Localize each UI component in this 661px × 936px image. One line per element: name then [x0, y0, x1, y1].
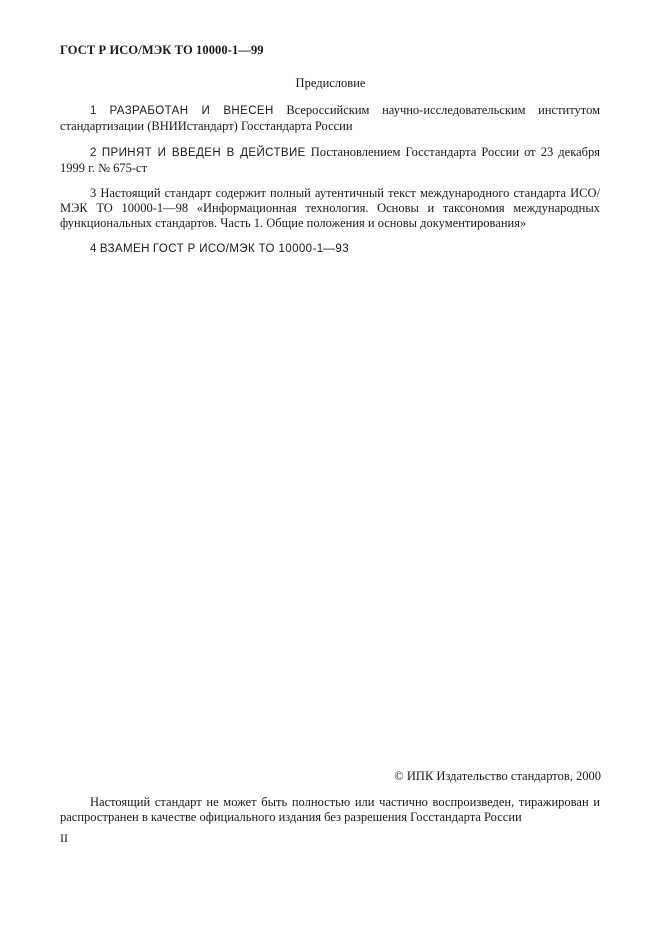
preface-item-number: 4 [90, 243, 97, 255]
preface-item-caption: РАЗРАБОТАН И ВНЕСЕН [109, 105, 274, 117]
copyright-line: © ИПК Издательство стандартов, 2000 [394, 769, 601, 783]
preface-item-2 [60, 145, 600, 176]
reproduction-notice: Настоящий стандарт не может быть полностью или частично воспроизведен, тиражирован и распространен в качестве официального издания без разрешения Госстандарта России [60, 795, 600, 824]
preface-item-number: 3 [90, 186, 97, 200]
preface-item-3 [60, 186, 600, 231]
preface-item-text: Всероссийским научно-исследовательским институтом стандартизации (ВНИИстандарт) Госстандарта России [60, 103, 601, 133]
preface-title: Предисловие [295, 76, 366, 90]
preface-item-text: Постановлением Госстандарта России от 23 декабря 1999 г. № 675-ст [60, 145, 600, 175]
preface-item-text: Настоящий стандарт содержит полный аутентичный текст международного стандарта ИСО/МЭК ТО 10000-1—98 «Информационная технология. Основы и таксономия международных функциональных стандартов. Часть 1. Общие положения и основы документирования» [60, 186, 601, 230]
preface-item-caption: ПРИНЯТ И ВВЕДЕН В ДЕЙСТВИЕ [101, 147, 306, 159]
preface-item-text: ГОСТ Р ИСО/МЭК ТО 10000-1—93 [152, 243, 349, 255]
document-code-header: ГОСТ Р ИСО/МЭК ТО 10000-1—99 [60, 43, 264, 57]
preface-item-caption: ВЗАМЕН [99, 243, 150, 255]
preface-item-4 [60, 241, 600, 257]
preface-item-1 [60, 103, 600, 134]
preface-item-number: 2 [90, 147, 97, 159]
page-number: II [60, 831, 68, 845]
preface-item-number: 1 [90, 105, 97, 117]
